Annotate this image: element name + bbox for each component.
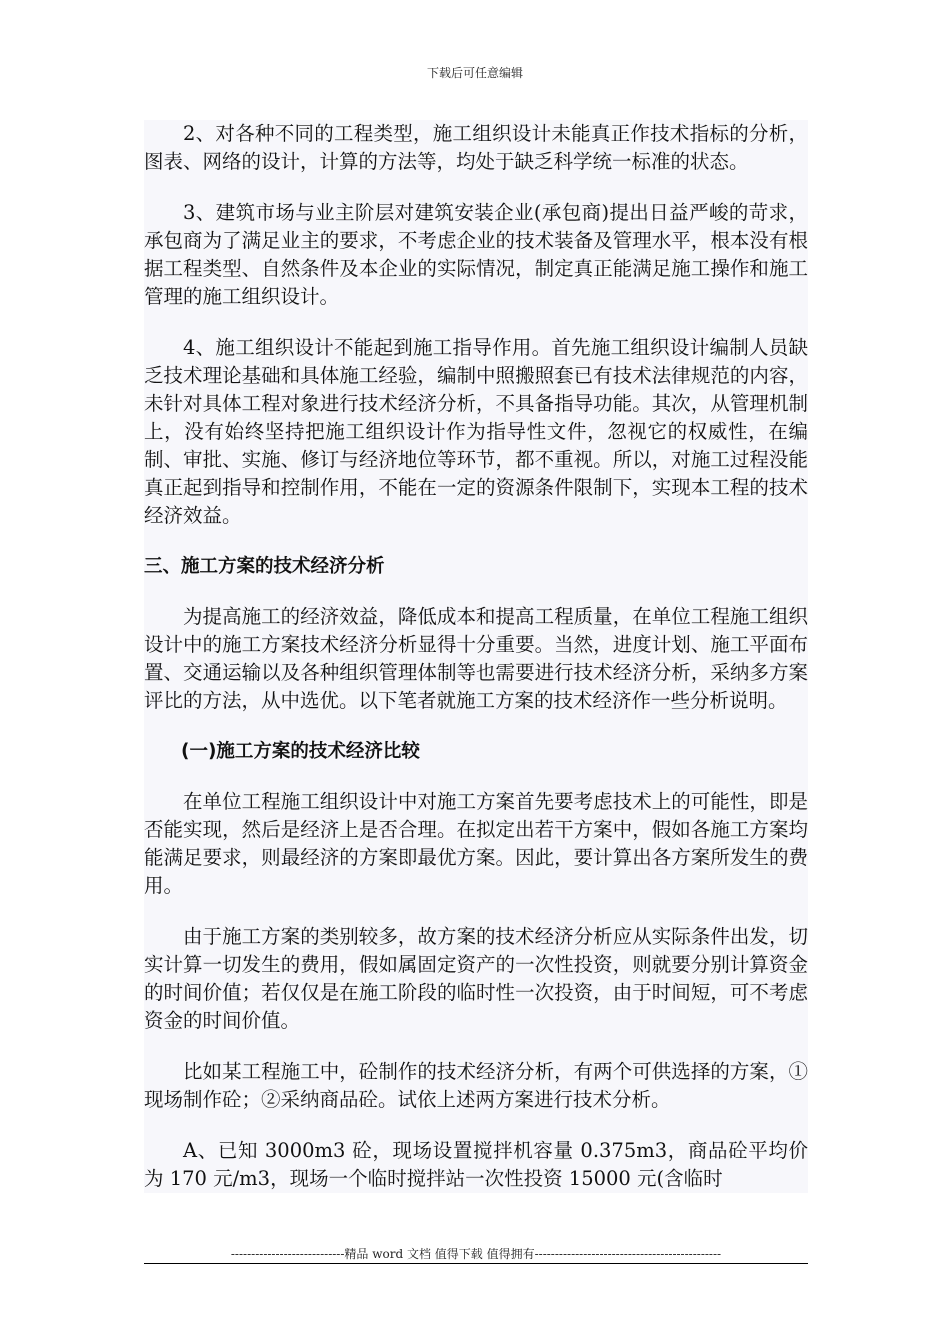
section-heading: 三、施工方案的技术经济分析 (144, 556, 385, 577)
footer-rule (144, 1263, 808, 1264)
paragraph-example: 比如某工程施工中，砼制作的技术经济分析，有两个可供选择的方案，①现场制作砼；②采纳商品砼。试依上述两方案进行技术分析。 (144, 1060, 808, 1111)
page-header: 下载后可任意编辑 (426, 66, 523, 80)
paragraph-given-data: A、已知 3000m3 砼，现场设置搅拌机容量 0.375m3，商品砼平均价为 170 元/m3，现场一个临时搅拌站一次性投资 15000 元(含临时 (144, 1139, 808, 1190)
paragraph-3: 3、建筑市场与业主阶层对建筑安装企业(承包商)提出日益严峻的苛求，承包商为了满足业主的要求，不考虑企业的技术装备及管理水平，根本没有根据工程类型、自然条件及本企业的实际情况，制定真正能满足施工操作和施工管理的施工组织设计。 (144, 201, 808, 308)
paragraph-cost-analysis: 由于施工方案的类别较多，故方案的技术经济分析应从实际条件出发，切实计算一切发生的费用，假如属固定资产的一次性投资，则就要分别计算资金的时间价值；若仅仅是在施工阶段的临时性一次投资，由于时间短，可不考虑资金的时间价值。 (144, 925, 808, 1032)
paragraph-2: 2、对各种不同的工程类型，施工组织设计未能真正作技术指标的分析，图表、网络的设计，计算的方法等，均处于缺乏科学统一标准的状态。 (144, 122, 808, 173)
paragraph-4: 4、施工组织设计不能起到施工指导作用。首先施工组织设计编制人员缺乏技术理论基础和具体施工经验，编制中照搬照套已有技术法律规范的内容，未针对具体工程对象进行技术经济分析，不具备指导功能。其次，从管理机制上，没有始终坚持把施工组织设计作为指导性文件，忽视它的权威性，在编制、审批、实施、修订与经济地位等环节，都不重视。所以，对施工过程没能真正起到指导和控制作用，不能在一定的资源条件限制下，实现本工程的技术经济效益。 (144, 336, 808, 527)
page-footer: ----------------------------精品 word 文档 值得下载 值得拥有---------------------------------------------- (230, 1247, 722, 1261)
subsection-heading: (一)施工方案的技术经济比较 (181, 741, 420, 762)
paragraph-intro: 为提高施工的经济效益，降低成本和提高工程质量，在单位工程施工组织设计中的施工方案技术经济分析显得十分重要。当然，进度计划、施工平面布置、交通运输以及各种组织管理体制等也需要进行技术经济分析，采纳多方案评比的方法，从中选优。以下笔者就施工方案的技术经济作一些分析说明。 (144, 605, 808, 712)
paragraph-feasibility: 在单位工程施工组织设计中对施工方案首先要考虑技术上的可能性，即是否能实现，然后是经济上是否合理。在拟定出若干方案中，假如各施工方案均能满足要求，则最经济的方案即最优方案。因此，要计算出各方案所发生的费用。 (144, 790, 808, 897)
document-body (144, 120, 808, 1193)
